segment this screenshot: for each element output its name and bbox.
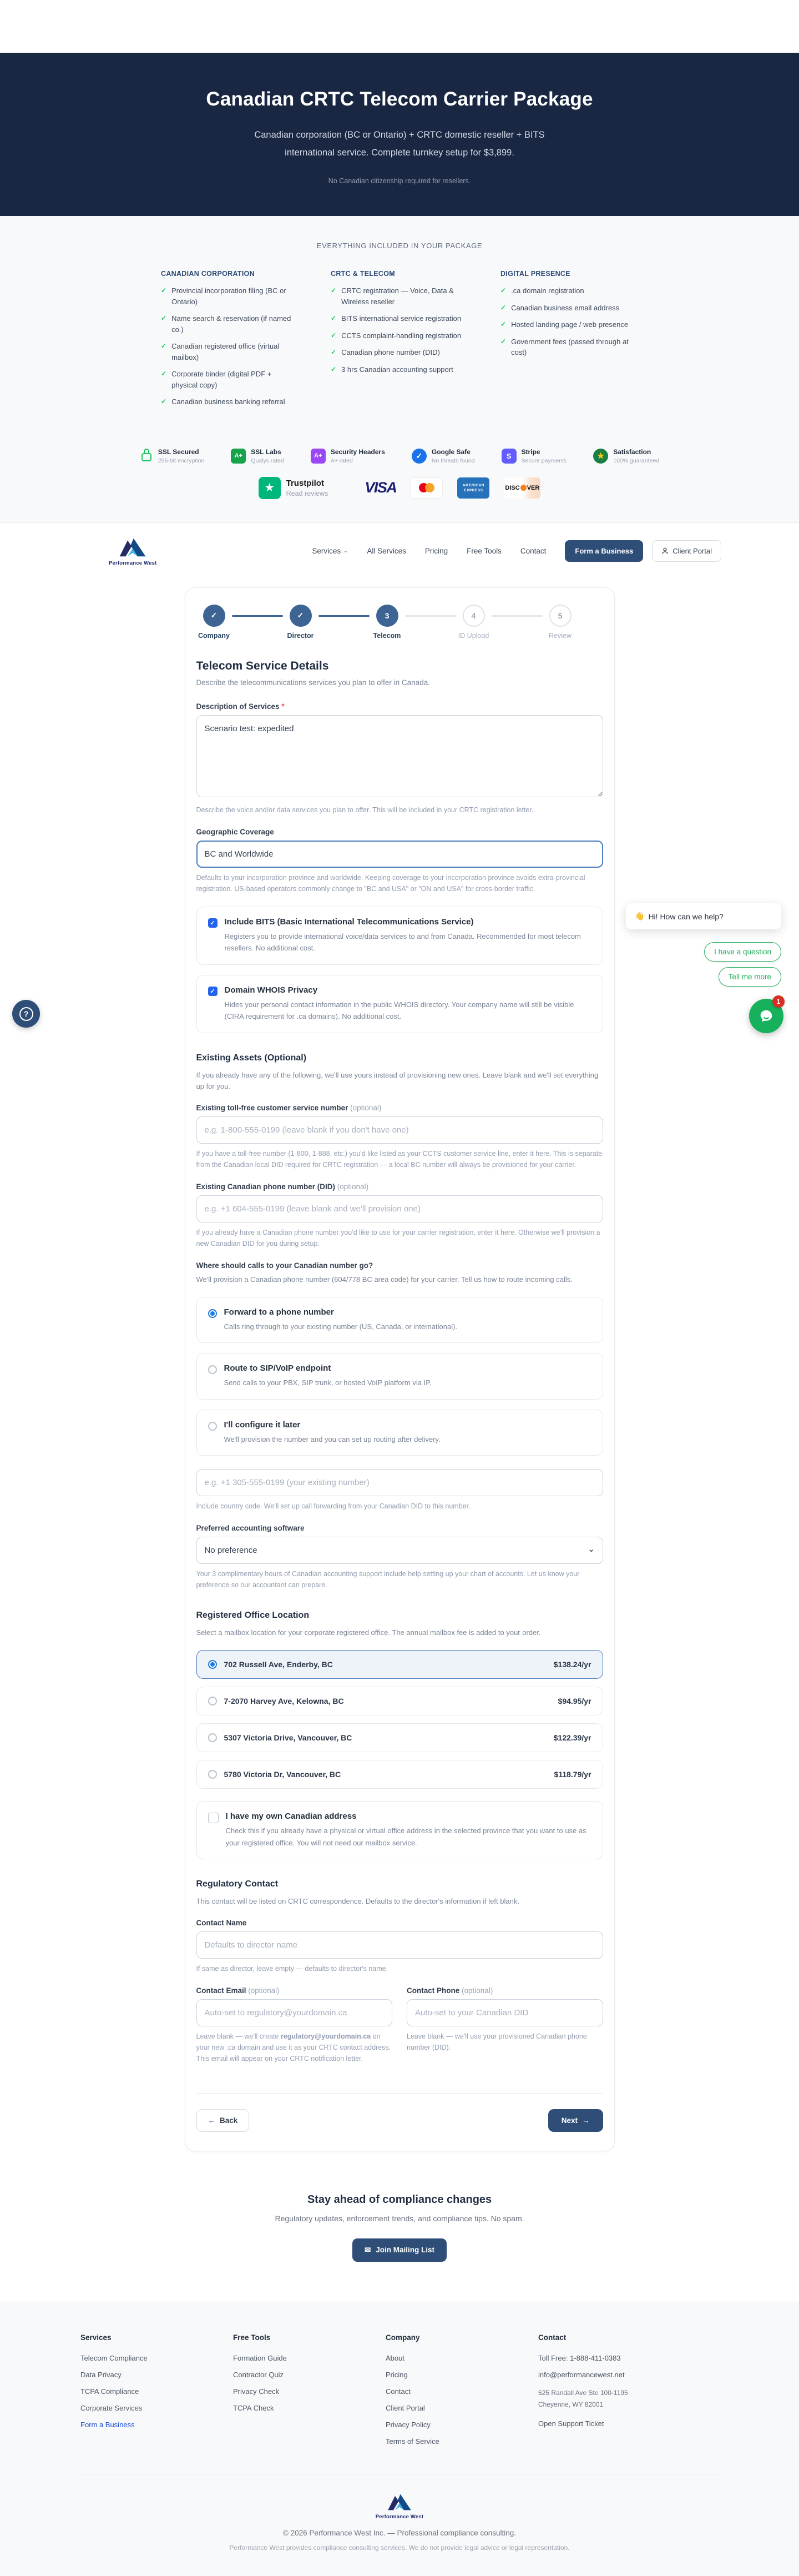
badge-ssl-labs: A+ SSL Labs Qualys rated [231, 447, 284, 465]
radio-icon[interactable] [208, 1365, 217, 1374]
included-item: ✓ Canadian business banking referral [161, 396, 299, 407]
check-icon: ✓ [331, 286, 337, 295]
contact-phone-label: Contact Phone (optional) [407, 1986, 493, 1995]
question-icon: ? [19, 1007, 33, 1021]
check-icon: ✓ [500, 320, 507, 329]
step-done-icon: ✓ [203, 605, 225, 627]
main-navbar [78, 523, 721, 576]
arrow-right-icon: → [582, 2116, 590, 2125]
included-item: ✓ Government fees (passed through at cost) [500, 336, 638, 358]
checkbox-checked-icon[interactable]: ✓ [208, 987, 218, 996]
footer-address: 525 Randall Ave Ste 100-1195 Cheyenne, WY 82001 [538, 2388, 628, 2409]
chat-greeting-tooltip[interactable]: 👋 Hi! How can we help? [626, 903, 781, 929]
geographic-coverage-help: Defaults to your incorporation province and worldwide. Keeping coverage to your incorporation province avoids extra-provincial registration. US-based operators commonly change to "BC and USA" or "ON and USA" for cross-border traffic. [196, 873, 585, 893]
brand-name: Performance West [109, 560, 157, 566]
included-item: ✓ Hosted landing page / web presence [500, 319, 638, 330]
hero-note: No Canadian citizenship required for resellers. [328, 177, 471, 185]
step-connector [492, 615, 543, 617]
footer-toll-free[interactable]: Toll Free: 1-888-411-0383 [538, 2353, 621, 2362]
nav-link-services[interactable]: Services ⌄ [312, 547, 348, 556]
chat-quick-replies [704, 942, 781, 987]
newsletter-description: Regulatory updates, enforcement trends, and compliance tips. No spam. [275, 2213, 524, 2223]
nav-link-contact[interactable]: Contact [520, 547, 547, 556]
contact-name-input[interactable] [196, 1931, 603, 1959]
required-mark: * [281, 702, 285, 711]
stripe-icon: S [502, 449, 517, 464]
badge-ssl-secured: SSL Secured 256-bit encryption [140, 447, 204, 465]
radio-icon[interactable] [208, 1770, 217, 1779]
newsletter-title: Stay ahead of compliance changes [307, 2193, 492, 2206]
discover-dot-icon [520, 485, 527, 491]
next-button[interactable]: Next → [548, 2109, 603, 2132]
progress-stepper [196, 605, 603, 640]
a-plus-icon: A+ [231, 449, 246, 464]
wave-icon: 👋 [635, 912, 645, 920]
step-company[interactable]: ✓ Company [196, 605, 232, 640]
step-telecom-active[interactable]: 3 Telecom [370, 605, 405, 640]
regulatory-contact-heading: Regulatory Contact [196, 1879, 279, 1889]
step-id-upload[interactable]: 4 ID Upload [456, 605, 492, 640]
trust-badges-row [0, 435, 799, 471]
included-columns [161, 270, 638, 435]
accounting-software-help: Your 3 complimentary hours of Canadian accounting support include help setting up your chart of accounts. Let us know your preference so our accountant can prepare. [196, 1570, 580, 1589]
footer-col-contact: Contact Toll Free: 1-888-411-0383 info@performancewest.net 525 Randall Ave Ste 100-1195 Cheyenne, WY 82001 Open Support Ticket [538, 2333, 719, 2454]
accounting-software-label: Preferred accounting software [196, 1524, 305, 1533]
bits-option-card[interactable] [196, 907, 603, 965]
payment-logos-row [0, 471, 799, 522]
footer-link-client-portal[interactable]: Client Portal [386, 2403, 425, 2412]
contact-phone-input[interactable] [407, 1999, 603, 2026]
office-price: $118.79/yr [554, 1770, 591, 1779]
existing-assets-heading: Existing Assets (Optional) [196, 1053, 307, 1063]
contact-email-help: Leave blank — we'll create regulatory@yourdomain.ca on your new .ca domain and use it as your CRTC contact address. This email will appear on your CRTC notification letter. [196, 2032, 391, 2062]
geographic-coverage-input[interactable] [196, 841, 603, 868]
check-circle-icon: ✓ [412, 449, 427, 464]
included-item: ✓ CRTC registration — Voice, Data & Wireless reseller [331, 285, 468, 307]
step-director[interactable]: ✓ Director [283, 605, 318, 640]
footer-link-tcpa-compliance[interactable]: TCPA Compliance [80, 2387, 139, 2396]
did-label: Existing Canadian phone number (DID) (optional) [196, 1183, 369, 1191]
step-review[interactable]: 5 Review [543, 605, 578, 640]
call-routing-description: We'll provision a Canadian phone number (604/778 BC area code) for your carrier. Tell us how to route incoming calls. [196, 1275, 573, 1284]
own-address-option-card[interactable]: I have my own Canadian address Check this if you already have a physical or virtual office address in the selected province that you want to use as your registered office. You will not need our mailbox service. [196, 1801, 603, 1859]
person-icon [661, 547, 669, 555]
included-item: ✓ BITS international service registration [331, 313, 468, 324]
footer-link-data-privacy[interactable]: Data Privacy [80, 2370, 122, 2379]
check-icon: ✓ [331, 348, 337, 356]
column-digital-presence [500, 270, 638, 414]
brand-logo[interactable] [109, 536, 156, 566]
check-icon: ✓ [500, 337, 507, 345]
trustpilot-badge[interactable]: ★ Trustpilot Read reviews [259, 477, 328, 499]
description-help: Describe the voice and/or data services you plan to offer. This will be included in your CRTC registration letter. [196, 806, 534, 814]
footer-brand-logo[interactable]: Performance West [376, 2492, 423, 2520]
step-connector [318, 615, 370, 617]
footer-link-contact[interactable]: Contact [386, 2387, 411, 2396]
page-footer [0, 2302, 799, 2576]
whois-privacy-option-card[interactable] [196, 975, 603, 1033]
did-number-input[interactable] [196, 1195, 603, 1222]
radio-icon[interactable] [208, 1422, 217, 1431]
office-option-kelowna[interactable]: 7-2070 Harvey Ave, Kelowna, BC $94.95/yr [196, 1687, 603, 1715]
footer-link-telecom-compliance[interactable]: Telecom Compliance [80, 2353, 148, 2362]
check-icon: ✓ [500, 286, 507, 295]
footer-email[interactable]: info@performancewest.net [538, 2370, 625, 2379]
check-icon: ✓ [331, 331, 337, 339]
amex-logo: AMERICAN EXPRESS [457, 477, 489, 499]
check-icon: ✓ [500, 303, 507, 311]
radio-icon[interactable] [208, 1697, 217, 1705]
telecom-form-card [185, 587, 615, 2151]
contact-name-label: Contact Name [196, 1918, 247, 1927]
check-icon: ✓ [331, 314, 337, 323]
chat-chip-question[interactable]: I have a question [704, 942, 781, 962]
office-option-victoria-dr[interactable]: 5780 Victoria Dr, Vancouver, BC $118.79/yr [196, 1760, 603, 1789]
radio-selected-icon[interactable] [208, 1660, 217, 1669]
office-price: $122.39/yr [553, 1733, 591, 1743]
footer-link-pricing[interactable]: Pricing [386, 2370, 408, 2379]
whois-description: Hides your personal contact information in the public WHOIS directory. Your company name will still be visible (CIRA requirement for .ca domains). No additional cost. [224, 1000, 574, 1021]
footer-disclaimer: Performance West provides compliance consulting services. We do not provide legal advice or legal representation. [229, 2543, 570, 2552]
form-title: Telecom Service Details [196, 659, 329, 672]
existing-assets-description: If you already have any of the following, we'll use yours instead of provisioning new ones. Leave blank and we'll set everything up for you. [196, 1070, 599, 1091]
included-item: ✓ Canadian phone number (DID) [331, 347, 468, 358]
footer-col-company: Company About Pricing Contact Client Portal Privacy Policy Terms of Service [386, 2333, 538, 2454]
nav-link-all-services[interactable]: All Services [367, 547, 406, 556]
check-icon: ✓ [161, 370, 167, 378]
performance-west-logo-icon [386, 2492, 413, 2512]
help-fab-button[interactable] [12, 1000, 40, 1028]
column-header: CRTC & TELECOM [331, 270, 395, 278]
step-connector [232, 615, 283, 617]
step-number: 5 [549, 605, 572, 627]
a-plus-icon: A+ [311, 449, 326, 464]
contact-email-input[interactable] [196, 1999, 393, 2026]
footer-link-formation-guide[interactable]: Formation Guide [233, 2353, 287, 2362]
contact-phone-help: Leave blank — we'll use your provisioned Canadian phone number (DID). [407, 2032, 587, 2051]
discover-logo: DISC VER [504, 477, 540, 499]
visa-logo: VISA [365, 479, 397, 496]
included-item: ✓ CCTS complaint-handling registration [331, 330, 468, 341]
routing-option-later[interactable]: I'll configure it later We'll provision the number and you can set up routing after delivery. [196, 1410, 603, 1456]
footer-link-about[interactable]: About [386, 2353, 404, 2362]
chat-chip-tell-me-more[interactable]: Tell me more [719, 967, 781, 987]
routing-option-sip[interactable]: Route to SIP/VoIP endpoint Send calls to your PBX, SIP trunk, or hosted VoIP platform via IP. [196, 1353, 603, 1399]
office-price: $94.95/yr [558, 1697, 591, 1706]
chevron-down-icon: ⌄ [588, 1544, 595, 1554]
radio-selected-icon[interactable] [208, 1309, 217, 1318]
contact-phone-field [407, 1986, 603, 2065]
geographic-coverage-label: Geographic Coverage [196, 827, 274, 836]
form-subtitle: Describe the telecommunications services you plan to offer in Canada. [196, 678, 430, 687]
included-item: ✓ 3 hrs Canadian accounting support [331, 364, 468, 375]
badge-security-headers: A+ Security Headers A+ rated [311, 447, 385, 465]
call-routing-label: Where should calls to your Canadian number go? [196, 1261, 373, 1270]
office-option-victoria-drive[interactable]: 5307 Victoria Drive, Vancouver, BC $122.39/yr [196, 1723, 603, 1752]
description-of-services-input[interactable] [196, 715, 603, 797]
footer-link-terms[interactable]: Terms of Service [386, 2437, 439, 2446]
badge-satisfaction: ★ Satisfaction 100% guaranteed [593, 447, 659, 465]
page-title: Canadian CRTC Telecom Carrier Package [206, 88, 593, 110]
included-item: ✓ Name search & reservation (if named co.) [161, 313, 299, 335]
package-included-section [0, 216, 799, 523]
newsletter-section [0, 2151, 799, 2302]
included-item: ✓ Corporate binder (digital PDF + physical copy) [161, 369, 299, 390]
step-number: 4 [463, 605, 485, 627]
whois-title: Domain WHOIS Privacy [224, 985, 318, 995]
tollfree-label: Existing toll-free customer service number (optional) [196, 1104, 382, 1113]
contact-name-help: If same as director, leave empty — defaults to director's name. [196, 1964, 388, 1973]
mastercard-logo [411, 477, 443, 499]
join-mailing-list-button[interactable]: ✉ Join Mailing List [352, 2238, 447, 2262]
chevron-down-icon: ⌄ [343, 547, 348, 554]
regulatory-contact-description: This contact will be listed on CRTC correspondence. Defaults to the director's information if left blank. [196, 1896, 519, 1905]
hero-banner [0, 53, 799, 216]
contact-email-field [196, 1986, 393, 2076]
checkbox-checked-icon[interactable]: ✓ [208, 918, 218, 928]
back-button[interactable]: ← Back [196, 2109, 250, 2132]
client-portal-button[interactable]: Client Portal [652, 540, 721, 562]
arrow-left-icon: ← [208, 2116, 215, 2125]
routing-option-forward[interactable]: Forward to a phone number Calls ring through to your existing number (US, Canada, or international). [196, 1297, 603, 1343]
chat-unread-badge: 1 [772, 995, 785, 1008]
chat-bubble-icon [758, 1008, 775, 1024]
included-item: ✓ Canadian business email address [500, 303, 638, 314]
star-icon: ★ [593, 449, 608, 464]
step-done-icon: ✓ [290, 605, 312, 627]
footer-bottom [80, 2474, 719, 2552]
footer-col-services: Services Telecom Compliance Data Privacy TCPA Compliance Corporate Services Form a Business [80, 2333, 233, 2454]
office-price: $138.24/yr [553, 1660, 591, 1669]
included-item: ✓ Provincial incorporation filing (BC or Ontario) [161, 285, 299, 307]
footer-link-privacy-policy[interactable]: Privacy Policy [386, 2420, 431, 2429]
badge-stripe: S Stripe Secure payments [502, 447, 567, 465]
accounting-software-select[interactable]: No preference ⌄ [196, 1537, 603, 1564]
footer-link-contractor-quiz[interactable]: Contractor Quiz [233, 2370, 284, 2379]
office-option-enderby[interactable]: 702 Russell Ave, Enderby, BC $138.24/yr [196, 1650, 603, 1679]
included-section-title: EVERYTHING INCLUDED IN YOUR PACKAGE [316, 242, 483, 250]
footer-link-corporate-services[interactable]: Corporate Services [80, 2403, 143, 2412]
footer-copyright: © 2026 Performance West Inc. — Professional compliance consulting. [282, 2528, 517, 2537]
column-header: CANADIAN CORPORATION [161, 270, 255, 278]
footer-col-free-tools: Free Tools Formation Guide Contractor Quiz Privacy Check TCPA Check [233, 2333, 386, 2454]
trustpilot-star-icon: ★ [259, 477, 281, 499]
tollfree-help: If you have a toll-free number (1-800, 1-888, etc.) you'd like listed as your CCTS customer service line, enter it here. This is separate from the Canadian local DID required for CRTC registration — a local BC number will always be provisioned for your carrier. [196, 1150, 603, 1169]
radio-icon[interactable] [208, 1733, 217, 1742]
padlock-icon [140, 447, 153, 465]
hero-subtitle: Canadian corporation (BC or Ontario) + CRTC domestic reseller + BITS international service. Complete turnkey setup for $3,899. [254, 130, 545, 158]
registered-office-description: Select a mailbox location for your corporate registered office. The annual mailbox fee is added to your order. [196, 1628, 541, 1637]
tollfree-number-input[interactable] [196, 1116, 603, 1144]
description-label: Description of Services * [196, 702, 285, 711]
column-crtc-telecom [331, 270, 468, 414]
did-help: If you already have a Canadian phone number you'd like to use for your carrier registration, enter it here. Otherwise we'll provision a new Canadian DID for you during setup. [196, 1229, 600, 1248]
mail-icon: ✉ [364, 2245, 371, 2254]
check-icon: ✓ [161, 286, 167, 295]
performance-west-logo-icon [118, 536, 148, 559]
included-item: ✓ .ca domain registration [500, 285, 638, 296]
bits-title: Include BITS (Basic International Telecommunications Service) [224, 917, 474, 927]
step-connector [405, 615, 456, 617]
nav-link-free-tools[interactable]: Free Tools [467, 547, 502, 556]
registered-office-heading: Registered Office Location [196, 1611, 310, 1621]
forwarding-help: Include country code. We'll set up call forwarding from your Canadian DID to this number. [196, 1502, 471, 1511]
check-icon: ✓ [331, 365, 337, 373]
form-divider [196, 2093, 603, 2094]
footer-link-privacy-check[interactable]: Privacy Check [233, 2387, 280, 2396]
bits-description: Registers you to provide international voice/data services to and from Canada. Recommended for most telecom resellers. No additional cost. [224, 932, 581, 953]
footer-support-ticket[interactable]: Open Support Ticket [538, 2419, 604, 2428]
nav-links [312, 547, 546, 555]
checkbox-unchecked-icon[interactable] [208, 1813, 219, 1823]
footer-link-tcpa-check[interactable]: TCPA Check [233, 2403, 274, 2412]
footer-link-form-a-business[interactable]: Form a Business [80, 2420, 135, 2429]
included-item: ✓ Canadian registered office (virtual mailbox) [161, 341, 299, 363]
contact-email-label: Contact Email (optional) [196, 1986, 280, 1995]
check-icon: ✓ [161, 342, 167, 350]
nav-link-pricing[interactable]: Pricing [424, 547, 448, 556]
column-canadian-corporation [161, 270, 299, 414]
form-a-business-button[interactable]: Form a Business [565, 540, 643, 562]
column-header: DIGITAL PRESENCE [500, 270, 570, 278]
check-icon: ✓ [161, 314, 167, 323]
badge-google-safe: ✓ Google Safe No threats found [412, 447, 475, 465]
forwarding-number-input[interactable] [196, 1469, 603, 1496]
step-number: 3 [376, 605, 398, 627]
check-icon: ✓ [161, 398, 167, 406]
